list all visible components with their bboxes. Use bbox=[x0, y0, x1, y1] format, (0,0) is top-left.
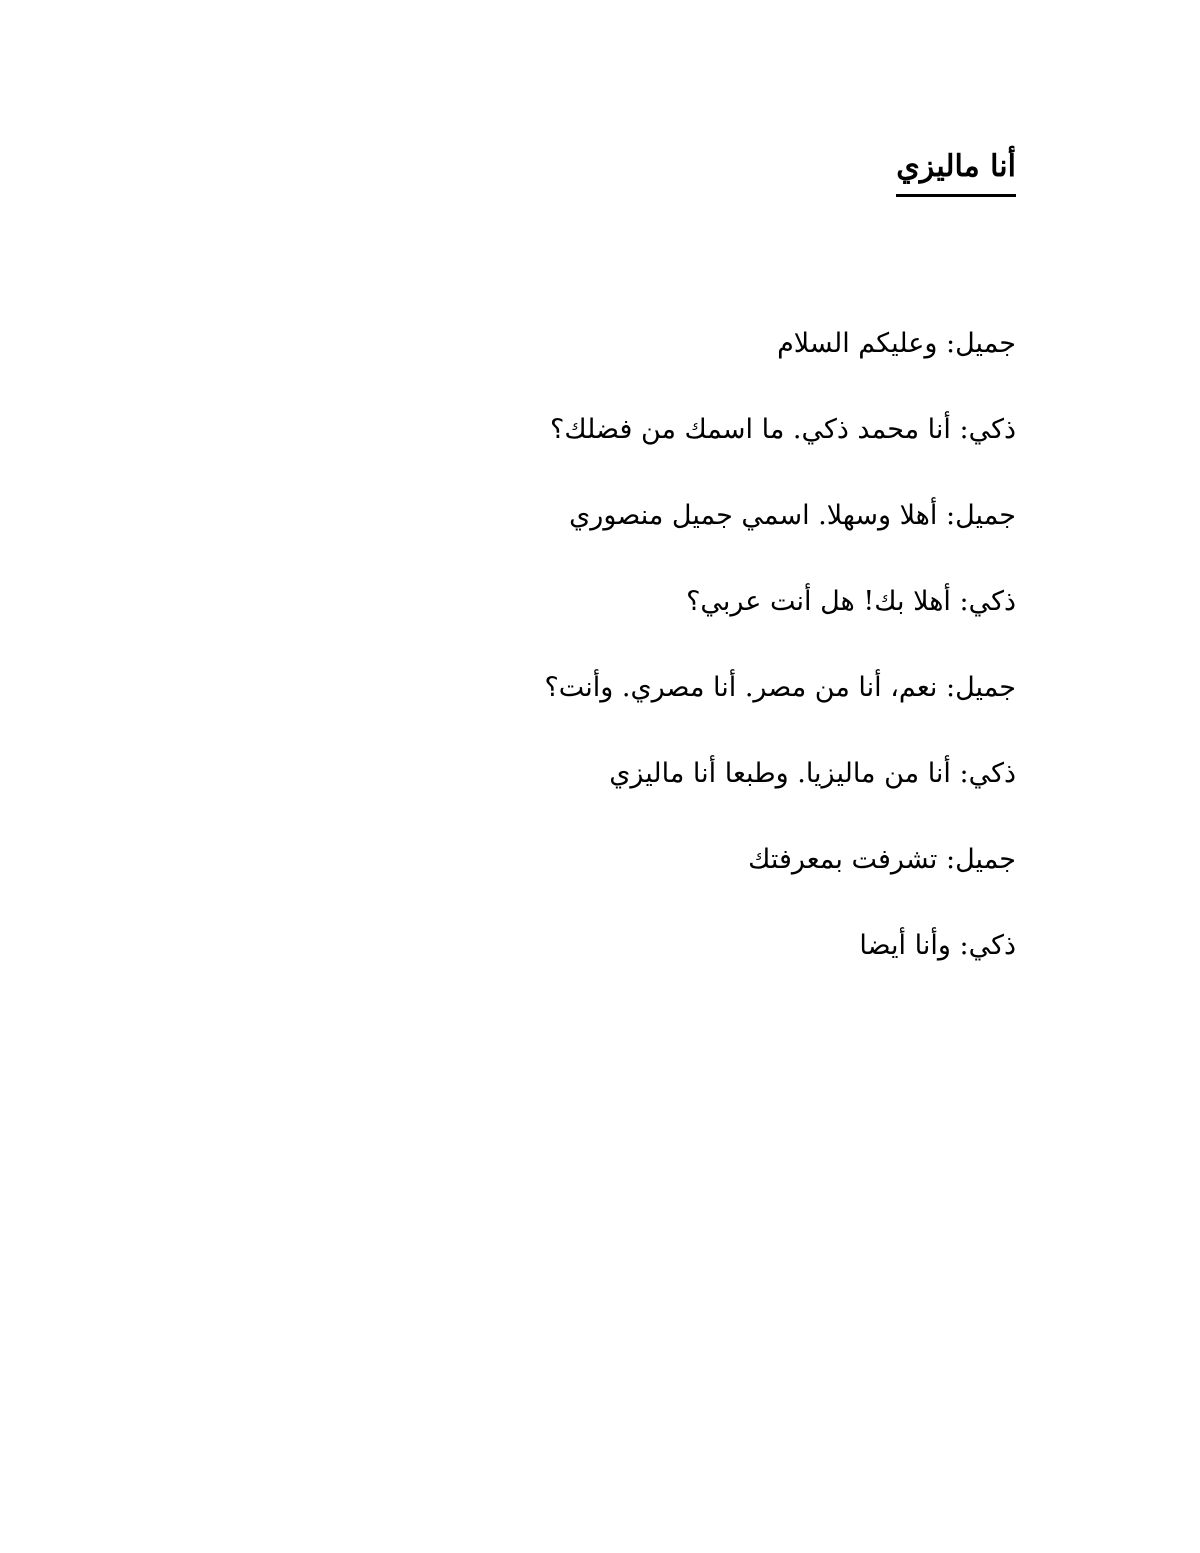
dialogue-line-zaki-4: ذكي: وأنا أيضا bbox=[859, 930, 1016, 961]
dialogue-line-zaki-2: ذكي: أهلا بك! هل أنت عربي؟ bbox=[686, 586, 1016, 617]
dialogue-line-zaki-3: ذكي: أنا من ماليزيا. وطبعا أنا ماليزي bbox=[609, 758, 1016, 789]
dialogue-line-jamil-3: جميل: نعم، أنا من مصر. أنا مصري. وأنت؟ bbox=[544, 672, 1016, 703]
dialogue-line-zaki-1: ذكي: أنا محمد ذكي. ما اسمك من فضلك؟ bbox=[550, 414, 1016, 445]
dialogue-list bbox=[316, 318, 1016, 1006]
page-title: أنا ماليزي bbox=[896, 142, 1016, 197]
dialogue-line-jamil-1: جميل: وعليكم السلام bbox=[777, 328, 1016, 359]
dialogue-line-jamil-2: جميل: أهلا وسهلا. اسمي جميل منصوري bbox=[569, 500, 1016, 531]
dialogue-line-jamil-4: جميل: تشرفت بمعرفتك bbox=[748, 844, 1016, 875]
